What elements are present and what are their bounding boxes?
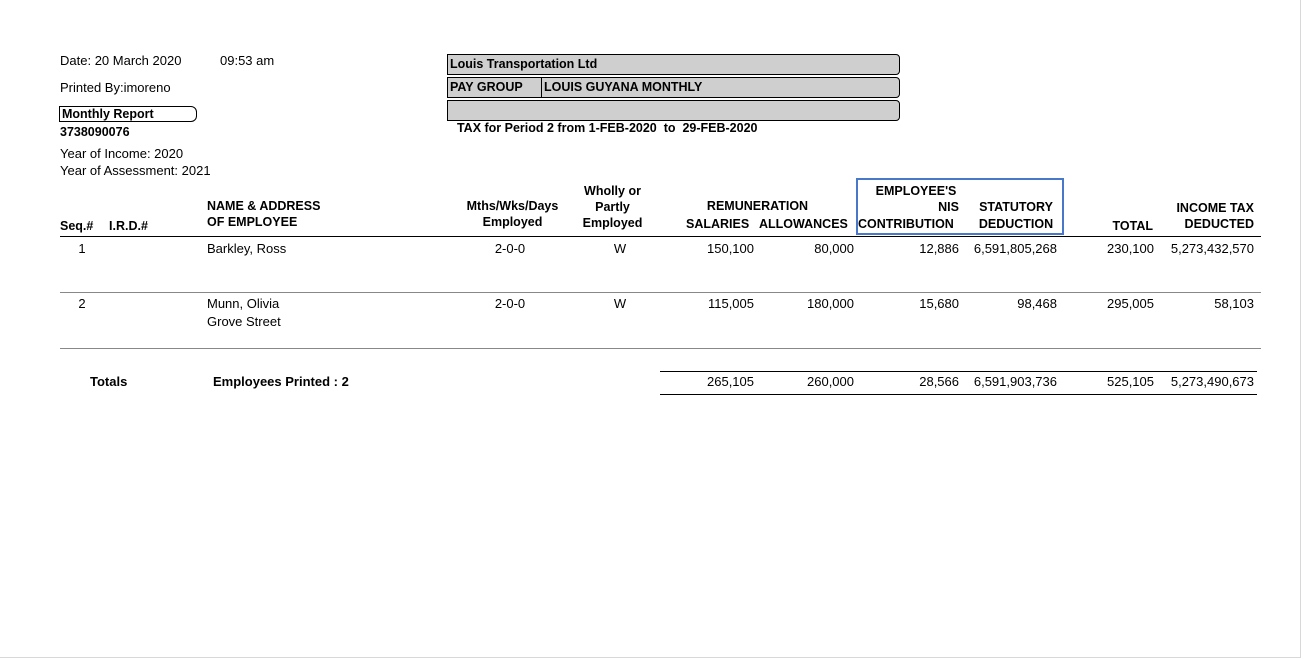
pay-group-label: PAY GROUP: [448, 78, 542, 97]
pay-group-box: [447, 77, 900, 98]
report-number: 3738090076: [60, 125, 130, 139]
col-total: TOTAL: [1112, 219, 1153, 233]
row-allowances: 80,000: [814, 241, 854, 256]
col-mwd-line2: Employed: [482, 215, 543, 229]
col-nis-line3: CONTRIBUTION: [858, 217, 954, 231]
col-stat-line1: STATUTORY: [979, 200, 1053, 214]
year-of-assessment: Year of Assessment: 2021: [60, 163, 211, 178]
col-seq: Seq.#: [60, 219, 94, 233]
row-nis: 15,680: [919, 296, 959, 311]
row-address: Grove Street: [207, 314, 281, 329]
totals-allowances: 260,000: [807, 374, 854, 389]
row-divider: [60, 292, 1261, 293]
table-end-divider: [60, 348, 1261, 349]
date-label: Date:: [60, 53, 92, 68]
totals-nis: 28,566: [919, 374, 959, 389]
col-tax-line2: DEDUCTED: [1184, 217, 1254, 231]
row-tax: 58,103: [1214, 296, 1254, 311]
col-ird: I.R.D.#: [109, 219, 148, 233]
col-wp-line2: Partly: [595, 200, 630, 214]
row-allowances: 180,000: [807, 296, 854, 311]
col-nis-line2: NIS: [938, 200, 959, 214]
row-total: 230,100: [1107, 241, 1154, 256]
row-name: Munn, Olivia: [207, 296, 280, 311]
row-tax: 5,273,432,570: [1170, 241, 1254, 256]
year-of-income: Year of Income: 2020: [60, 146, 184, 161]
row-wp: W: [613, 241, 627, 256]
company-name-box: [447, 54, 900, 75]
totals-statutory: 6,591,903,736: [973, 374, 1057, 389]
col-mwd-line1: Mths/Wks/Days: [466, 199, 559, 213]
report-type-box: Monthly Report: [59, 106, 197, 122]
date-line: [60, 53, 181, 68]
col-salaries: SALARIES: [686, 217, 750, 231]
tax-period: TAX for Period 2 from 1-FEB-2020 to 29-FEB-2020: [456, 121, 758, 135]
header-divider: [60, 236, 1261, 237]
col-allowances: ALLOWANCES: [759, 217, 848, 231]
printed-by-line: [60, 80, 171, 95]
totals-tax: 5,273,490,673: [1170, 374, 1254, 389]
row-wp: W: [613, 296, 627, 311]
row-statutory: 98,468: [1017, 296, 1057, 311]
row-mwd: 2-0-0: [494, 296, 526, 311]
totals-top-rule: [660, 371, 1257, 372]
totals-total: 525,105: [1107, 374, 1154, 389]
totals-salaries: 265,105: [707, 374, 754, 389]
row-salaries: 115,005: [707, 296, 754, 311]
row-salaries: 150,100: [707, 241, 754, 256]
col-remuneration: REMUNERATION: [706, 199, 809, 213]
row-mwd: 2-0-0: [494, 241, 526, 256]
row-total: 295,005: [1107, 296, 1154, 311]
time-value: 09:53 am: [220, 53, 275, 68]
col-stat-line2: DEDUCTION: [978, 217, 1054, 231]
totals-label: Totals: [90, 374, 128, 389]
printed-by-value: imoreno: [123, 80, 171, 95]
col-name-line2: OF EMPLOYEE: [207, 215, 298, 229]
col-tax-line1: INCOME TAX: [1176, 201, 1254, 215]
row-seq: 1: [78, 241, 86, 256]
col-nis-line1: EMPLOYEE'S: [875, 184, 957, 198]
col-wp-line1: Wholly or: [584, 184, 641, 198]
row-seq: 2: [78, 296, 86, 311]
company-name: Louis Transportation Ltd: [450, 57, 598, 71]
totals-bottom-rule: [660, 394, 1257, 395]
row-name: Barkley, Ross: [207, 241, 287, 256]
row-statutory: 6,591,805,268: [973, 241, 1057, 256]
pay-group-value: LOUIS GUYANA MONTHLY: [544, 80, 703, 94]
col-name-line1: NAME & ADDRESS: [207, 199, 321, 213]
printed-by-label: Printed By:: [60, 80, 124, 95]
nis-statutory-highlight: [856, 178, 1064, 235]
employees-printed: Employees Printed : 2: [213, 374, 349, 389]
col-wp-line3: Employed: [582, 216, 643, 230]
period-box: [447, 100, 900, 135]
row-nis: 12,886: [919, 241, 959, 256]
date-value: 20 March 2020: [94, 53, 182, 68]
